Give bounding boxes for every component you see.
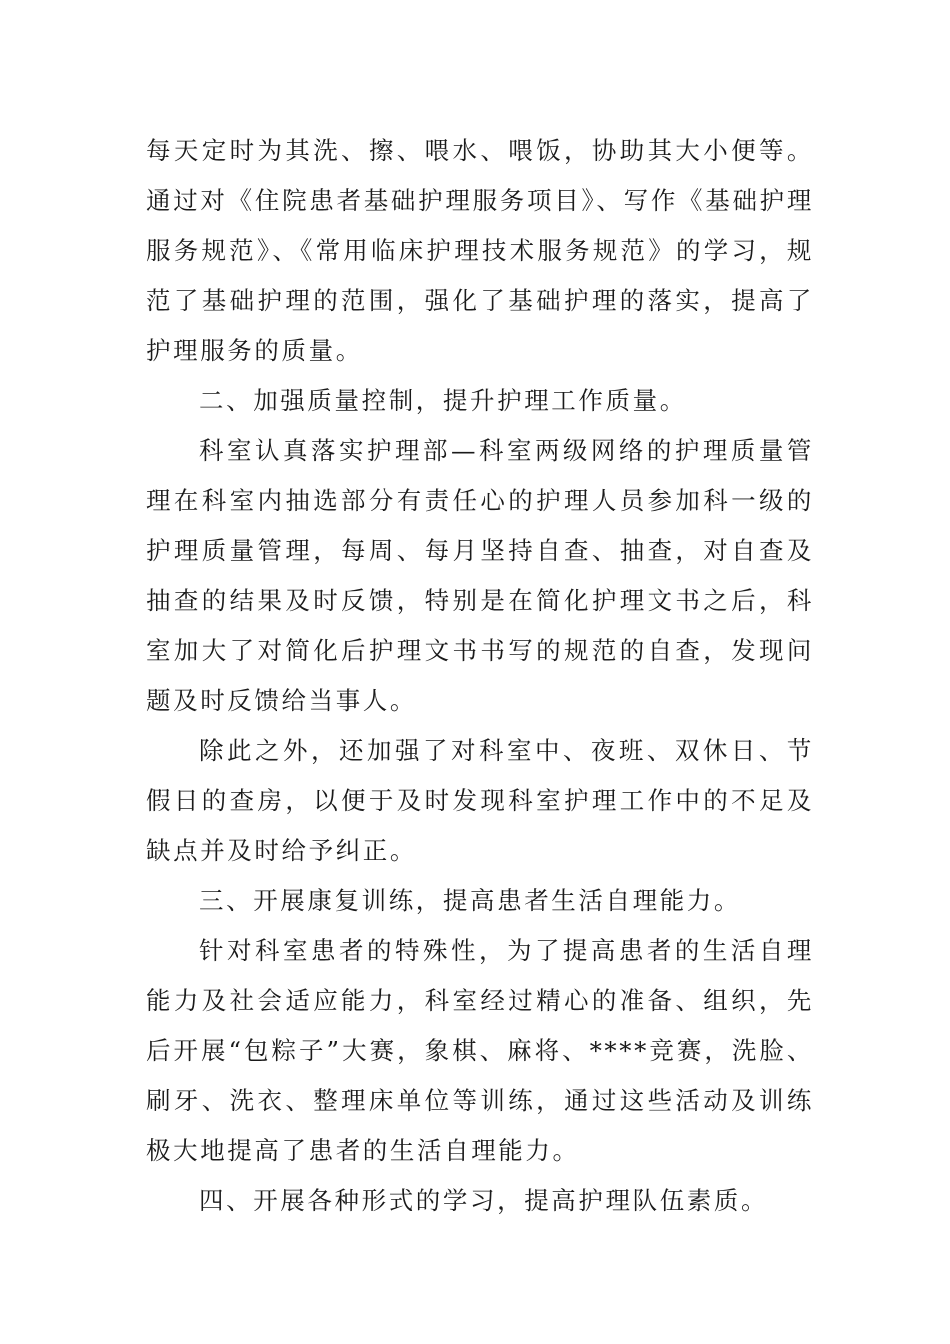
- paragraph-basic-care: 每天定时为其洗、擦、喂水、喂饭，协助其大小便等。通过对《住院患者基础护理服务项目》、写作《基础护理服务规范》、《常用临床护理技术服务规范》的学习，规范了基础护理的范围，强化了基础护理的落实，提高了护理服务的质量。: [146, 136, 814, 365]
- document-body: [146, 126, 814, 1226]
- heading-quality-control: 二、加强质量控制，提升护理工作质量。: [199, 386, 687, 415]
- paragraph-rehabilitation-activities: 针对科室患者的特殊性，为了提高患者的生活自理能力及社会适应能力，科室经过精心的准备、组织，先后开展“包粽子”大赛，象棋、麻将、****竞赛，洗脸、刷牙、洗衣、整理床单位等训练，通过这些活动及训练极大地提高了患者的生活自理能力。: [146, 936, 814, 1165]
- heading-rehabilitation-training: 三、开展康复训练，提高患者生活自理能力。: [199, 886, 741, 915]
- heading-learning: 四、开展各种形式的学习，提高护理队伍素质。: [199, 1186, 769, 1215]
- paragraph-ward-rounds: 除此之外，还加强了对科室中、夜班、双休日、节假日的查房，以便于及时发现科室护理工作中的不足及缺点并及时给予纠正。: [146, 736, 814, 865]
- paragraph-quality-management: 科室认真落实护理部—科室两级网络的护理质量管理在科室内抽选部分有责任心的护理人员参加科一级的护理质量管理，每周、每月坚持自查、抽查，对自查及抽查的结果及时反馈，特别是在简化护理文书之后，科室加大了对简化后护理文书书写的规范的自查，发现问题及时反馈给当事人。: [146, 436, 814, 715]
